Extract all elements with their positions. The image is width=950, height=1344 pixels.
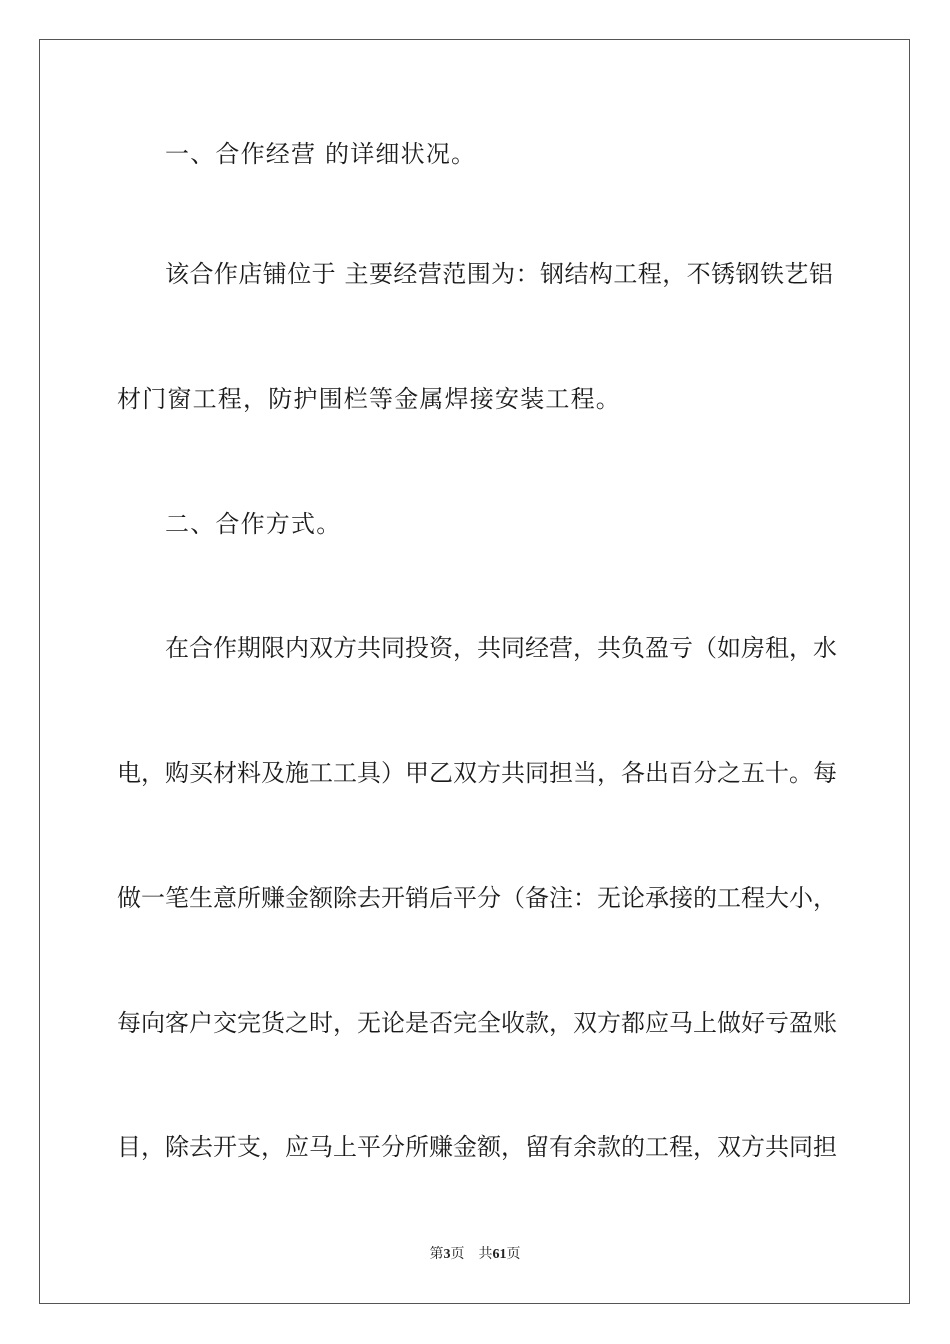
page-prefix: 第	[429, 1247, 444, 1262]
total-prefix: 共	[478, 1247, 493, 1262]
paragraph-line: 做 一 笔 生 意 所 赚 金 额 除 去 开 销 后 平 分 （ 备 注 ： 无 论 承 接 的 工 程 大 小 ，	[117, 884, 837, 912]
paragraph-line: 每 向 客 户 交 完 货 之 时 ， 无 论 是 否 完 全 收 款 ， 双 方 都 应 马 上 做 好 亏 盈 账	[117, 1009, 837, 1037]
total-suffix: 页	[506, 1247, 521, 1262]
section-heading-2: 二、合作方式。	[165, 510, 342, 538]
page-suffix: 页	[450, 1247, 465, 1262]
paragraph-line: 目 ， 除 去 开 支 ， 应 马 上 平 分 所 赚 金 额 ， 留 有 余 款 的 工 程 ， 双 方 共 同 担	[117, 1133, 837, 1161]
paragraph-line: 材门窗工程，防护围栏等金属焊接安装工程。	[117, 385, 621, 413]
paragraph-line: 该 合 作 店 铺 位 于 主 要 经 营 范 围 为 ： 钢 结 构 工 程 ， 不 锈 钢 铁 艺 铝	[165, 260, 833, 288]
section-heading-1: 一、合作经营 的详细状况。	[165, 140, 477, 168]
paragraph-line: 电 ， 购 买 材 料 及 施 工 工 具 ） 甲 乙 双 方 共 同 担 当 ， 各 出 百 分 之 五 十 。 每	[117, 759, 837, 787]
page-border	[39, 39, 910, 1304]
paragraph-line: 在 合 作 期 限 内 双 方 共 同 投 资 ， 共 同 经 营 ， 共 负 盈 亏 （ 如 房 租 ， 水	[165, 634, 837, 662]
total-pages: 61	[492, 1247, 507, 1262]
page-footer	[0, 1246, 950, 1264]
page-number: 3	[443, 1247, 451, 1262]
